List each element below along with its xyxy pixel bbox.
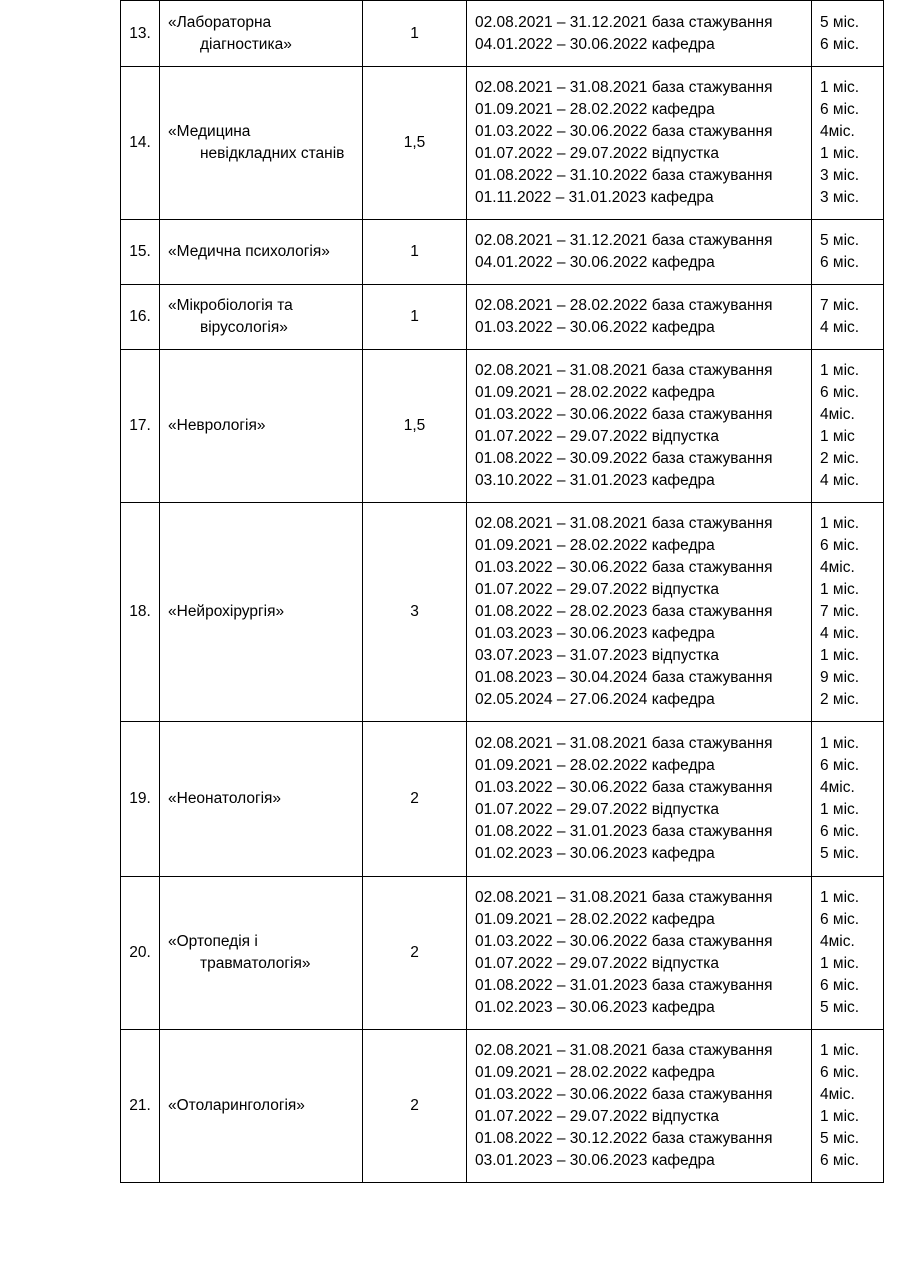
period-months	[812, 1030, 884, 1183]
month-count: 5 міс.	[820, 1130, 860, 1147]
period-line: 01.09.2021 – 28.02.2022 кафедра	[475, 911, 715, 928]
month-count: 1 міс.	[820, 955, 860, 972]
specialty-name-line: діагностика»	[200, 35, 292, 53]
month-count: 3 міс.	[820, 167, 860, 184]
month-count: 6 міс.	[820, 35, 860, 53]
duration-years: 2	[363, 722, 467, 877]
period-line: 01.02.2023 – 30.06.2023 кафедра	[475, 845, 715, 862]
month-count: 5 міс.	[820, 13, 860, 31]
period-line: 02.08.2021 – 28.02.2022 база стажування	[475, 297, 773, 314]
specialty-name-line: невідкладних станів	[200, 145, 345, 162]
period-line: 01.03.2022 – 30.06.2022 база стажування	[475, 1086, 773, 1103]
period-months	[812, 67, 884, 220]
period-line: 01.08.2022 – 31.01.2023 база стажування	[475, 823, 773, 840]
specialty-name-line: вірусологія»	[200, 319, 288, 336]
specialty-name	[160, 350, 363, 503]
specialty-name	[160, 67, 363, 220]
specialty-name-line: «Медична психологія»	[168, 243, 330, 260]
period-line: 01.07.2022 – 29.07.2022 відпустка	[475, 428, 719, 445]
month-count: 6 міс.	[820, 823, 860, 840]
duration-years: 1,5	[363, 67, 467, 220]
table-row	[121, 285, 884, 350]
training-periods	[467, 503, 812, 722]
month-count: 4 міс.	[820, 472, 860, 489]
month-count: 6 міс.	[820, 757, 860, 774]
period-line: 01.08.2022 – 28.02.2023 база стажування	[475, 603, 773, 620]
period-line: 02.08.2021 – 31.08.2021 база стажування	[475, 515, 773, 532]
duration-years: 3	[363, 503, 467, 722]
period-line: 01.03.2023 – 30.06.2023 кафедра	[475, 625, 715, 642]
duration-years: 1,5	[363, 350, 467, 503]
specialty-name	[160, 220, 363, 285]
specialty-name	[160, 1, 363, 67]
training-periods	[467, 285, 812, 350]
specialty-name-line: «Неврологія»	[168, 417, 266, 434]
month-count: 1 міс.	[820, 735, 860, 752]
period-line: 04.01.2022 – 30.06.2022 кафедра	[475, 254, 715, 271]
period-line: 01.03.2022 – 30.06.2022 база стажування	[475, 779, 773, 796]
period-months	[812, 1, 884, 67]
table-row	[121, 722, 884, 877]
period-line: 02.08.2021 – 31.08.2021 база стажування	[475, 735, 773, 752]
period-line: 02.08.2021 – 31.12.2021 база стажування	[475, 13, 773, 31]
table-row	[121, 1, 884, 67]
specialty-name-line: «Нейрохірургія»	[168, 603, 285, 620]
month-count: 4 міс.	[820, 319, 860, 336]
month-count: 1 міс.	[820, 515, 860, 532]
period-line: 01.07.2022 – 29.07.2022 відпустка	[475, 581, 719, 598]
table-row	[121, 877, 884, 1030]
month-count: 1 міс.	[820, 647, 860, 664]
row-number: 14.	[121, 67, 160, 220]
period-line: 02.08.2021 – 31.08.2021 база стажування	[475, 79, 773, 96]
training-periods	[467, 1030, 812, 1183]
period-line: 02.08.2021 – 31.08.2021 база стажування	[475, 1042, 773, 1059]
row-number: 19.	[121, 722, 160, 877]
month-count: 5 міс.	[820, 999, 860, 1016]
period-line: 03.07.2023 – 31.07.2023 відпустка	[475, 647, 719, 664]
period-line: 01.03.2022 – 30.06.2022 база стажування	[475, 933, 773, 950]
month-count: 1 міс.	[820, 79, 860, 96]
month-count: 6 міс.	[820, 911, 860, 928]
specialty-name	[160, 877, 363, 1030]
table-row	[121, 1030, 884, 1183]
row-number: 15.	[121, 220, 160, 285]
table-row	[121, 350, 884, 503]
period-line: 01.08.2023 – 30.04.2024 база стажування	[475, 669, 773, 686]
month-count: 1 міс	[820, 428, 855, 445]
period-line: 03.01.2023 – 30.06.2023 кафедра	[475, 1152, 715, 1169]
row-number: 16.	[121, 285, 160, 350]
month-count: 1 міс.	[820, 581, 860, 598]
duration-years: 1	[363, 1, 467, 67]
specialty-name-line: «Лабораторна	[168, 13, 272, 31]
month-count: 1 міс.	[820, 889, 860, 906]
duration-years: 2	[363, 1030, 467, 1183]
specialty-name	[160, 285, 363, 350]
training-periods	[467, 220, 812, 285]
month-count: 4міс.	[820, 933, 855, 950]
month-count: 6 міс.	[820, 1152, 860, 1169]
period-line: 02.08.2021 – 31.08.2021 база стажування	[475, 362, 773, 379]
period-line: 01.08.2022 – 30.09.2022 база стажування	[475, 450, 773, 467]
month-count: 1 міс.	[820, 1042, 860, 1059]
period-line: 01.07.2022 – 29.07.2022 відпустка	[475, 145, 719, 162]
schedule-table	[120, 0, 884, 1183]
row-number: 17.	[121, 350, 160, 503]
period-months	[812, 220, 884, 285]
period-line: 01.03.2022 – 30.06.2022 база стажування	[475, 406, 773, 423]
duration-years: 1	[363, 220, 467, 285]
period-line: 01.08.2022 – 30.12.2022 база стажування	[475, 1130, 773, 1147]
specialty-name	[160, 1030, 363, 1183]
month-count: 6 міс.	[820, 384, 860, 401]
month-count: 9 міс.	[820, 669, 860, 686]
month-count: 4 міс.	[820, 625, 860, 642]
month-count: 2 міс.	[820, 691, 860, 708]
specialty-name-line: «Неонатологія»	[168, 790, 282, 807]
month-count: 1 міс.	[820, 362, 860, 379]
period-months	[812, 722, 884, 877]
month-count: 6 міс.	[820, 977, 860, 994]
month-count: 3 міс.	[820, 189, 860, 206]
specialty-name-line: «Отоларингологія»	[168, 1097, 305, 1114]
month-count: 4міс.	[820, 559, 855, 576]
period-line: 01.11.2022 – 31.01.2023 кафедра	[475, 189, 714, 206]
duration-years: 1	[363, 285, 467, 350]
specialty-name	[160, 722, 363, 877]
row-number: 18.	[121, 503, 160, 722]
table-row	[121, 220, 884, 285]
period-line: 01.07.2022 – 29.07.2022 відпустка	[475, 955, 719, 972]
month-count: 4міс.	[820, 1086, 855, 1103]
month-count: 1 міс.	[820, 145, 860, 162]
period-line: 02.05.2024 – 27.06.2024 кафедра	[475, 691, 715, 708]
month-count: 1 міс.	[820, 1108, 860, 1125]
period-line: 01.03.2022 – 30.06.2022 кафедра	[475, 319, 715, 336]
training-periods	[467, 67, 812, 220]
training-periods	[467, 350, 812, 503]
table-row	[121, 67, 884, 220]
month-count: 7 міс.	[820, 603, 860, 620]
period-line: 01.09.2021 – 28.02.2022 кафедра	[475, 101, 715, 118]
month-count: 6 міс.	[820, 537, 860, 554]
period-line: 01.08.2022 – 31.10.2022 база стажування	[475, 167, 773, 184]
specialty-name-line: «Мікробіологія та	[168, 297, 293, 314]
period-line: 02.08.2021 – 31.08.2021 база стажування	[475, 889, 773, 906]
table-row	[121, 503, 884, 722]
period-months	[812, 350, 884, 503]
period-line: 01.09.2021 – 28.02.2022 кафедра	[475, 757, 715, 774]
month-count: 4міс.	[820, 779, 855, 796]
period-months	[812, 285, 884, 350]
period-line: 04.01.2022 – 30.06.2022 кафедра	[475, 35, 715, 53]
month-count: 4міс.	[820, 123, 855, 140]
period-line: 02.08.2021 – 31.12.2021 база стажування	[475, 232, 773, 249]
period-line: 01.02.2023 – 30.06.2023 кафедра	[475, 999, 715, 1016]
period-line: 03.10.2022 – 31.01.2023 кафедра	[475, 472, 715, 489]
month-count: 6 міс.	[820, 1064, 860, 1081]
month-count: 6 міс.	[820, 254, 860, 271]
schedule-table-body	[121, 1, 884, 1183]
month-count: 7 міс.	[820, 297, 860, 314]
period-months	[812, 877, 884, 1030]
training-periods	[467, 877, 812, 1030]
duration-years: 2	[363, 877, 467, 1030]
row-number: 13.	[121, 1, 160, 67]
month-count: 6 міс.	[820, 101, 860, 118]
specialty-name-line: травматологія»	[200, 955, 311, 972]
period-line: 01.09.2021 – 28.02.2022 кафедра	[475, 384, 715, 401]
specialty-name	[160, 503, 363, 722]
period-months	[812, 503, 884, 722]
month-count: 4міс.	[820, 406, 855, 423]
period-line: 01.09.2021 – 28.02.2022 кафедра	[475, 1064, 715, 1081]
period-line: 01.03.2022 – 30.06.2022 база стажування	[475, 123, 773, 140]
month-count: 1 міс.	[820, 801, 860, 818]
month-count: 2 міс.	[820, 450, 860, 467]
training-periods	[467, 1, 812, 67]
month-count: 5 міс.	[820, 845, 860, 862]
row-number: 20.	[121, 877, 160, 1030]
period-line: 01.07.2022 – 29.07.2022 відпустка	[475, 1108, 719, 1125]
period-line: 01.03.2022 – 30.06.2022 база стажування	[475, 559, 773, 576]
specialty-name-line: «Медицина	[168, 123, 251, 140]
period-line: 01.08.2022 – 31.01.2023 база стажування	[475, 977, 773, 994]
row-number: 21.	[121, 1030, 160, 1183]
training-periods	[467, 722, 812, 877]
month-count: 5 міс.	[820, 232, 860, 249]
period-line: 01.07.2022 – 29.07.2022 відпустка	[475, 801, 719, 818]
specialty-name-line: «Ортопедія і	[168, 933, 258, 950]
period-line: 01.09.2021 – 28.02.2022 кафедра	[475, 537, 715, 554]
